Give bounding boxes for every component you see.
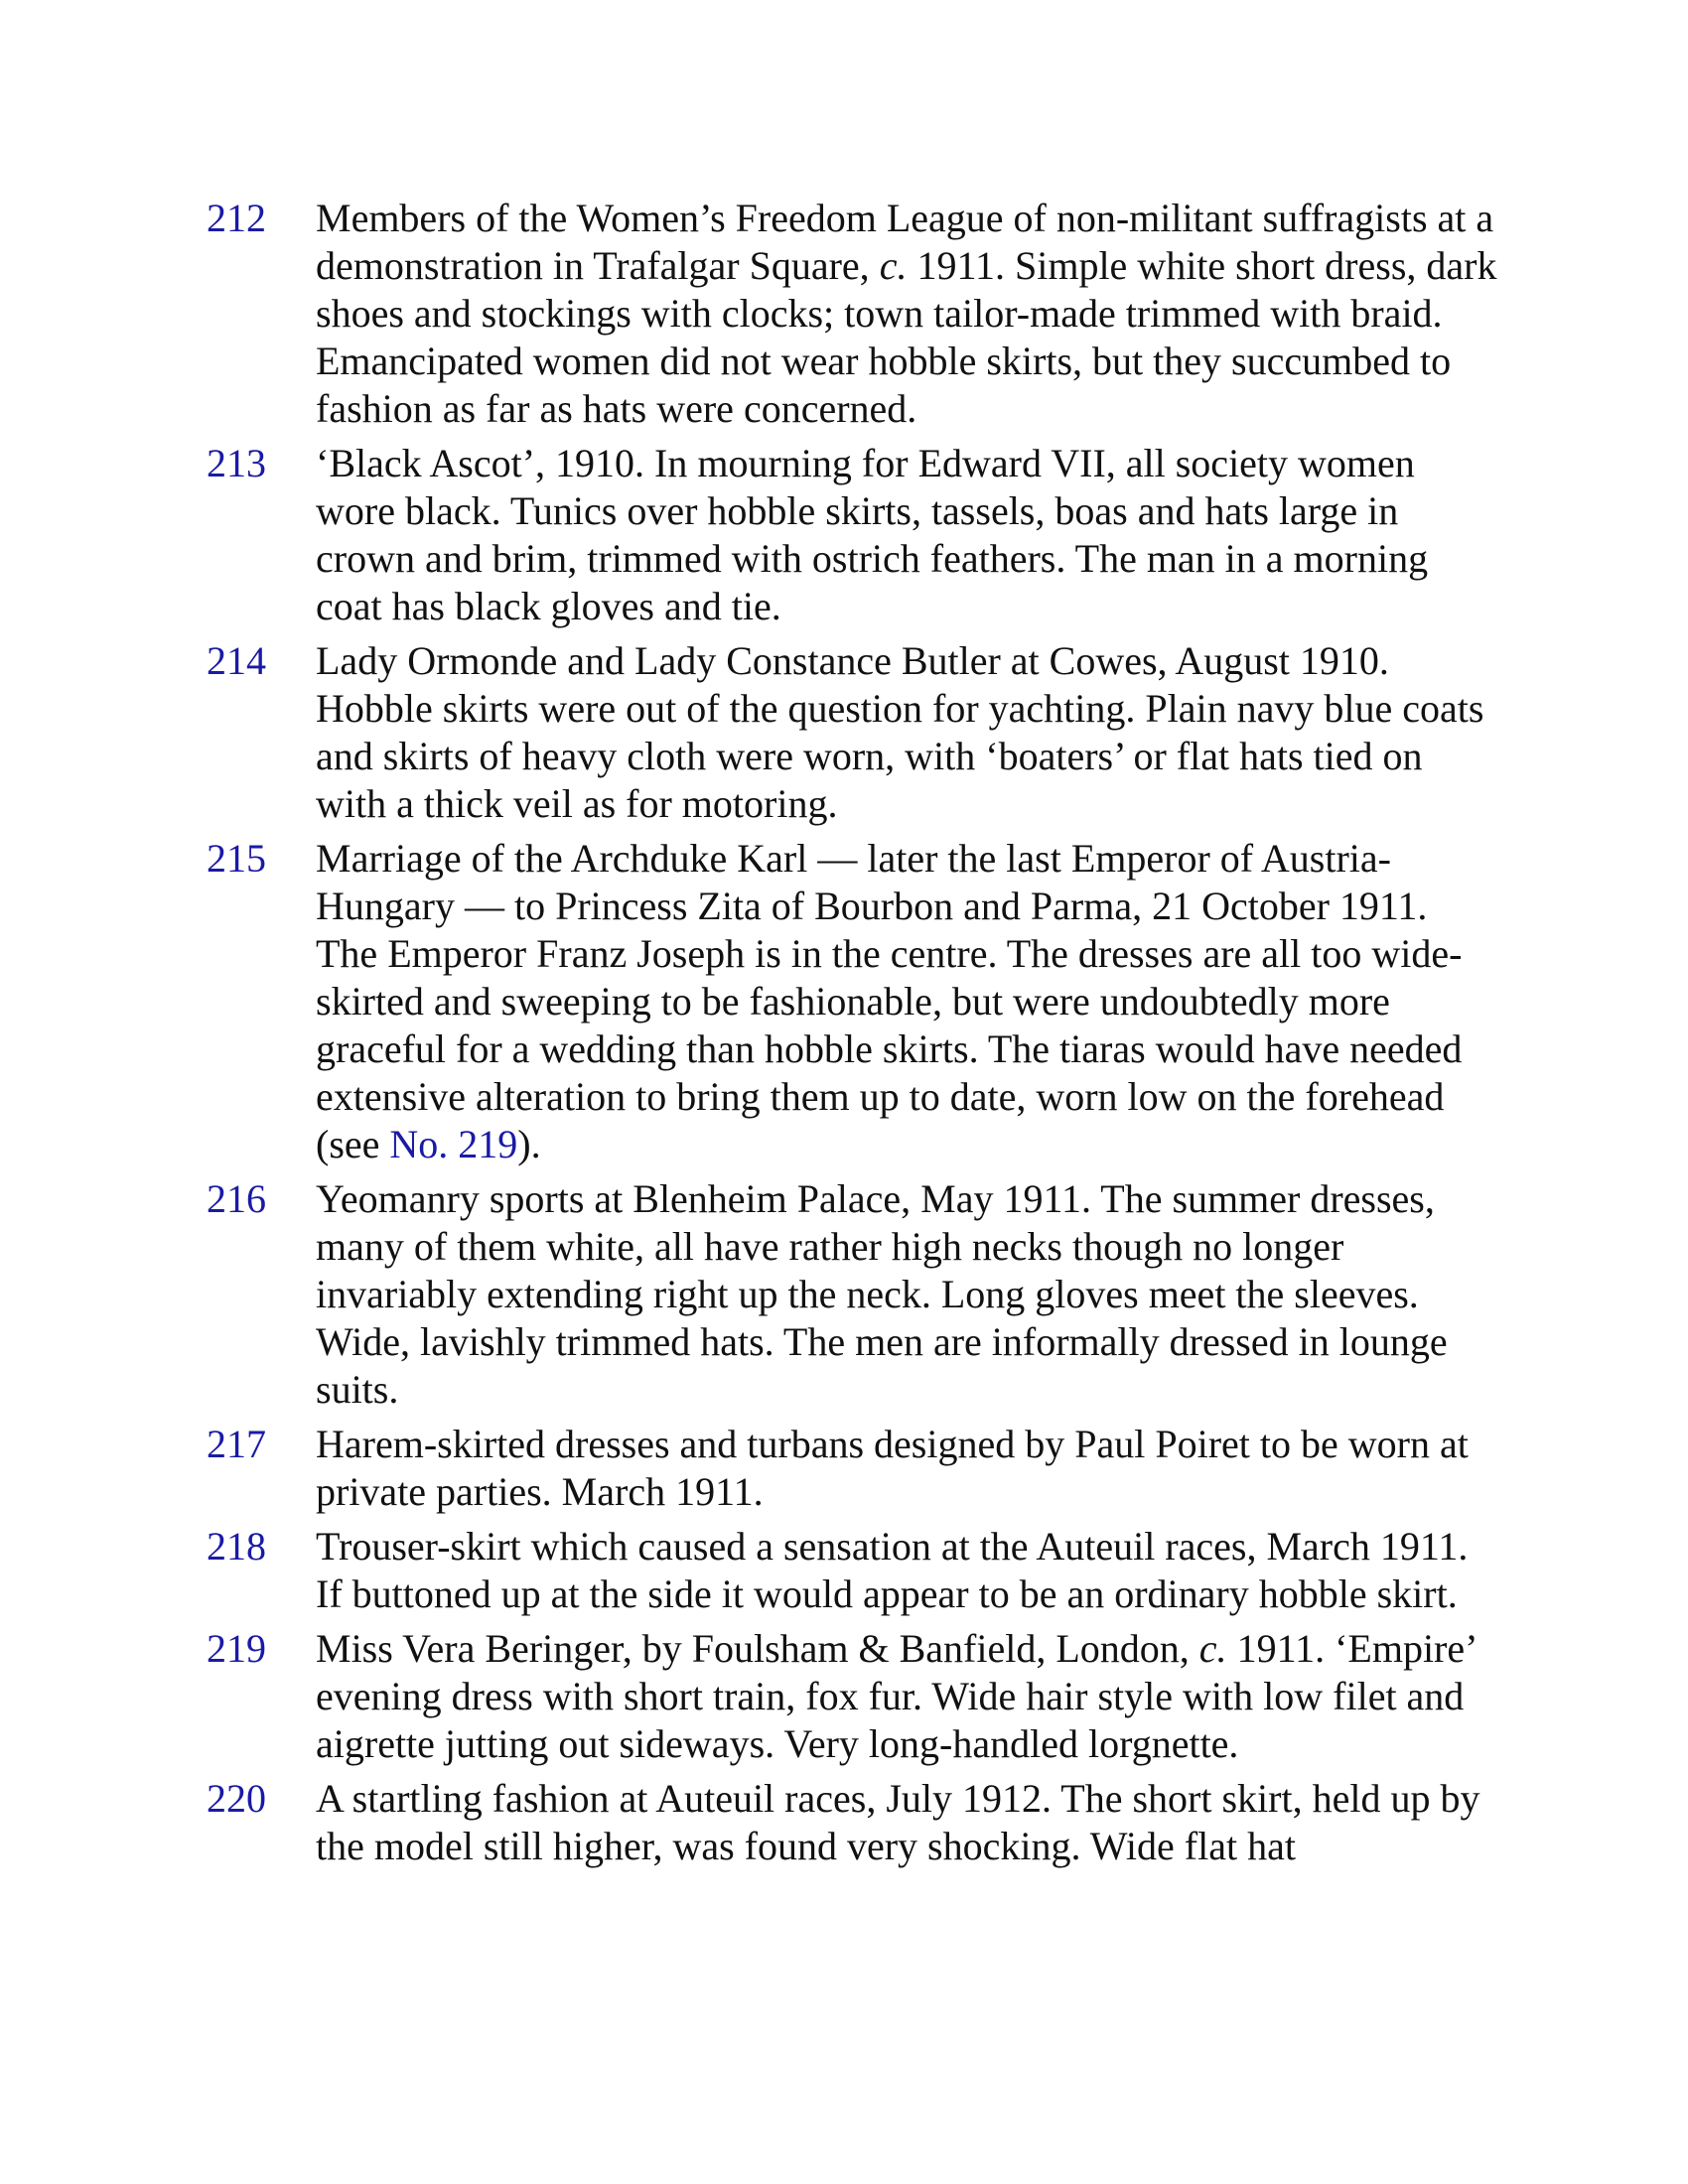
caption-text-part: Marriage of the Archduke Karl — later the last Emperor of Austria-Hungary — to Princess Zita of Bourbon and Parma, 21 October 1911. The Emperor Franz Joseph is in the centre. The dresses are all too wide-skirted and sweeping to be fashionable, but were undoubtedly more graceful for a wedding than hobble skirts. The tiaras would have needed extensive alteration to bring them up to date, worn low on the forehead (see (316, 836, 1463, 1166)
caption-entry-212 (207, 195, 1497, 440)
caption-entry-215 (207, 835, 1497, 1175)
caption-text-217: Harem-skirted dresses and turbans designed by Paul Poiret to be worn at private parties. March 1911. (316, 1422, 1469, 1514)
caption-entry-216 (207, 1175, 1497, 1421)
caption-entry-218 (207, 1523, 1497, 1625)
plate-number-link-212[interactable]: 212 (207, 196, 266, 240)
plate-number-link-219[interactable]: 219 (207, 1626, 266, 1671)
caption-list (207, 195, 1497, 1877)
plate-number-link-217[interactable]: 217 (207, 1422, 266, 1466)
caption-text-214: Lady Ormonde and Lady Constance Butler at Cowes, August 1910. Hobble skirts were out of the question for yachting. Plain navy blue coats and skirts of heavy cloth were worn, with ‘boaters’ or flat hats tied on with a thick veil as for motoring. (316, 638, 1484, 826)
caption-entry-213 (207, 440, 1497, 637)
caption-text-part: 1911. Simple white short dress, dark shoes and stockings with clocks; town tailor-made trimmed with braid. Emancipated women did not wear hobble skirts, but they succumbed to fashion as far as hats were concerned. (316, 243, 1497, 431)
caption-entry-217 (207, 1421, 1497, 1523)
caption-text-part: Miss Vera Beringer, by Foulsham & Banfield, London, (316, 1626, 1199, 1671)
plate-number-link-215[interactable]: 215 (207, 836, 266, 881)
caption-text-part: 1911. ‘Empire’ evening dress with short train, fox fur. Wide hair style with low filet and aigrette jutting out sideways. Very long-handled lorgnette. (316, 1626, 1476, 1766)
caption-entry-220 (207, 1775, 1497, 1877)
caption-text-part: Members of the Women’s Freedom League of non-militant suffragists at a demonstration in Trafalgar Square, (316, 196, 1494, 288)
caption-entry-219 (207, 1625, 1497, 1775)
plate-number-link-218[interactable]: 218 (207, 1524, 266, 1569)
caption-text-220: A startling fashion at Auteuil races, July 1912. The short skirt, held up by the model still higher, was found very shocking. Wide flat hat (316, 1776, 1480, 1868)
caption-text-213: ‘Black Ascot’, 1910. In mourning for Edward VII, all society women wore black. Tunics over hobble skirts, tassels, boas and hats large in crown and brim, trimmed with ostrich feathers. The man in a morning coat has black gloves and tie. (316, 441, 1429, 628)
caption-text-219 (316, 1625, 1497, 1775)
caption-text-218: Trouser-skirt which caused a sensation at the Auteuil races, March 1911. If buttoned up at the side it would appear to be an ordinary hobble skirt. (316, 1524, 1469, 1616)
plate-number-link-216[interactable]: 216 (207, 1176, 266, 1221)
plate-number-link-213[interactable]: 213 (207, 441, 266, 485)
circa-abbreviation: c. (879, 243, 908, 288)
cross-reference-link-219[interactable]: No. 219 (389, 1122, 518, 1166)
plate-number-link-220[interactable]: 220 (207, 1776, 266, 1821)
caption-text-215 (316, 835, 1497, 1175)
caption-text-216: Yeomanry sports at Blenheim Palace, May 1911. The summer dresses, many of them white, all have rather high necks though no longer invariably extending right up the neck. Long gloves meet the sleeves. Wide, lavishly trimmed hats. The men are informally dressed in lounge suits. (316, 1176, 1448, 1412)
circa-abbreviation: c. (1198, 1626, 1227, 1671)
caption-entry-214 (207, 637, 1497, 835)
caption-text-part: ). (517, 1122, 541, 1166)
plate-number-link-214[interactable]: 214 (207, 638, 266, 683)
caption-text-212 (316, 195, 1497, 440)
